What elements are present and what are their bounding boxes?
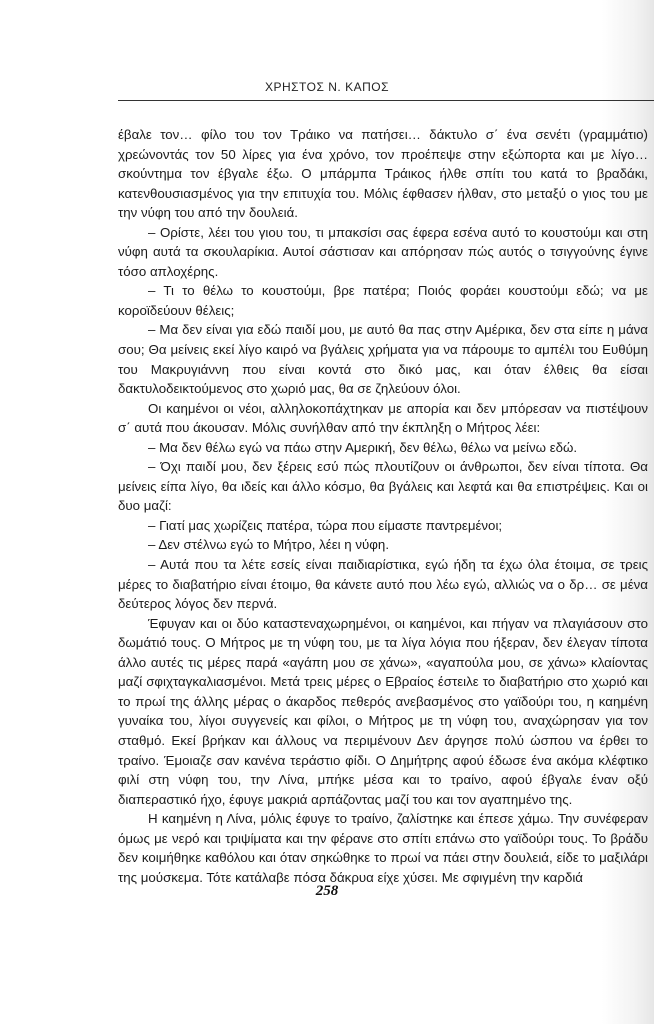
- paragraph: – Αυτά που τα λέτε εσείς είναι παιδιαρίστικα, εγώ ήδη τα έχω όλα έτοιμα, σε τρεις μέρες το διαβατήριο είναι έτοιμο, θα κάνετε αυτό που λέω εγώ, αλλιώς να ο δρ… σε μένα δεύτερος λόγος δεν περνά.: [118, 557, 648, 612]
- paragraph: – Μα δεν θέλω εγώ να πάω στην Αμερική, δεν θέλω, θέλω να μείνω εδώ.: [148, 439, 578, 455]
- paragraph: – Γιατί μας χωρίζεις πατέρα, τώρα που είμαστε παντρεμένοι;: [148, 517, 503, 533]
- paragraph: – Δεν στέλνω εγώ το Μήτρο, λέει η νύφη.: [148, 537, 390, 553]
- paragraph: Η καημένη η Λίνα, μόλις έφυγε το τραίνο, ζαλίστηκε και έπεσε χάμω. Την συνέφεραν όμως με νερό και τριψίματα και την φέρανε στο σπίτι επάνω στο γαϊδούρι τους. Το βράδυ δεν κοιμήθηκε καθόλου και όταν σηκώθηκε το πρωί να πάει στην δουλειά, είδε το μαξιλάρι της μούσκεμα. Τότε κατάλαβε πόσα δάκρυα είχε χύσει. Με σφιγμένη την καρδιά: [118, 811, 648, 885]
- running-header: ΧΡΗΣΤΟΣ Ν. ΚΑΠΟΣ: [264, 80, 390, 94]
- paragraph: Οι καημένοι οι νέοι, αλληλοκοπάχτηκαν με απορία και δεν μπόρεσαν να πιστέψουν σ΄ αυτά που άκουσαν. Μόλις συνήλθαν από την έκπληξη ο Μήτρος λέει:: [118, 400, 648, 436]
- header-divider: [118, 100, 654, 101]
- paragraph: – Ορίστε, λέει του γιου του, τι μπακσίσι σας έφερα εσένα αυτό το κουστούμι και στη νύφη αυτά τα σκουλαρίκια. Αυτοί σάστισαν και απόρησαν πώς αυτός ο τσιγγούνης έγινε τόσο απλοχέρης.: [118, 224, 648, 279]
- paragraph: – Μα δεν είναι για εδώ παιδί μου, με αυτό θα πας στην Αμέρικα, δεν στα είπε η μάνα σου; Θα μείνεις εκεί λίγο καιρό να βγάλεις χρήματα για να πάρουμε το αμπέλι του Ευθύμη του Μακρυγιάννη που είναι κοντά στο δικό μας, και όταν έλθεις θα είσαι δακτυλοδεικτούμενος στο χωριό μας, θα σε ζηλεύουν όλοι.: [118, 322, 648, 397]
- paragraph: – Τι το θέλω το κουστούμι, βρε πατέρα; Ποιός φοράει κουστούμι εδώ; να με κοροϊδεύουν θέλεις;: [118, 283, 648, 318]
- body-text: [118, 125, 648, 887]
- paragraph: έβαλε τον… φίλο του τον Τράικο να πατήσει… δάκτυλο σ΄ ένα σενέτι (γραμμάτιο) χρεώνοντάς τον 50 λίρες για ένα χρόνο, τον προέπεψε στην εξώπορτα και με λίγο… σκούντημα τον έβγαλε έξω. Ο μπάρμπα Τράικος ήλθε σπίτι του κατά το βραδάκι, κατενθουσιασμένος για την επιτυχία του. Μόλις έφθασεν ήλθαν, στο μεταξύ ο γιος του με την νύφη του από την δουλειά.: [118, 127, 648, 221]
- page-number: 258: [315, 883, 339, 899]
- paragraph: Έφυγαν και οι δύο καταστεναχωρημένοι, οι καημένοι, και πήγαν να πλαγιάσουν στο δωμάτιό τους. Ο Μήτρος με τη νύφη του, με τα λίγα λόγια που ήξεραν, δεν έλεγαν τίποτα άλλο αυτές τις μέρες παρά «αγάπη μου σε χάνω», «αγαπούλα μου, σε χάνω» κλαίοντας μαζί σφιχταγκαλιασμένοι. Μετά τρεις μέρες ο Εβραίος έστειλε το διαβατήριο στο χωριό και το πρωί της άλλης μέρας ο άκαρδος πεθερός ανεβασμένος στο γαϊδούρι του, η καημένη γυναίκα του, λίγοι συγγενείς και φίλοι, ο Μήτρος με τη νύφη του, αναχώρησαν για τον σταθμό. Εκεί βρήκαν και άλλους να περιμένουν Δεν άργησε πολύ ώσπου να έρθει το τραίνο. Έμοιαζε σαν κανένα τεράστιο φίδι. Ο Δημήτρης αφού έδωσε ένα ακόμα κλέφτικο φιλί στη νύφη του, την Λίνα, μπήκε μέσα και το τραίνο, αφού έβγαλε έναν οξύ διαπεραστικό ήχο, έφυγε μακριά αρπάζοντας μαζί του και τον αγαπημένο της.: [118, 615, 648, 807]
- paragraph: – Όχι παιδί μου, δεν ξέρεις εσύ πώς πλουτίζουν οι άνθρωποι, δεν είναι τίποτα. Θα μείνεις είπα λίγο, θα ιδείς και άλλο κόσμο, θα βγάλεις και λεφτά και θα επιστρέψεις. Και οι δυο μαζί:: [118, 459, 648, 514]
